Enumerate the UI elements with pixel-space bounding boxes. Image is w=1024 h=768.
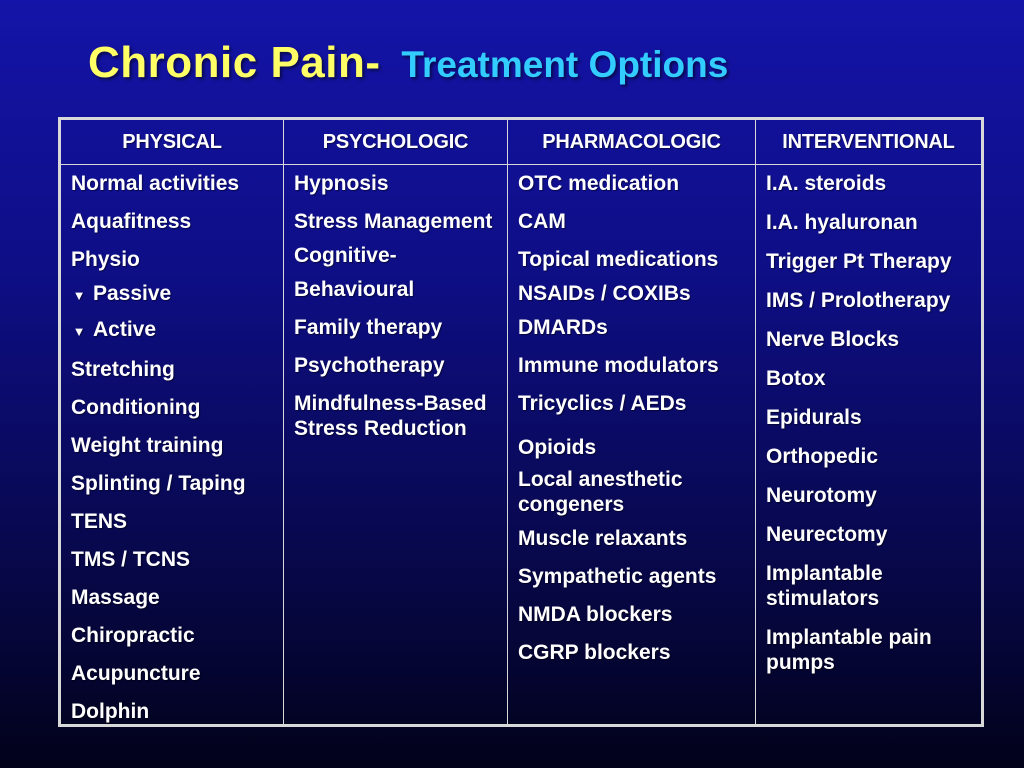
down-arrow-icon: ▼ [72,288,86,303]
physical-item-label: TMS / TCNS [71,548,190,571]
physical-list-item [71,547,283,572]
physical-item-label: Chiropractic [71,624,195,647]
psychologic-list-item [294,277,507,302]
psychologic-list-item [294,243,507,268]
physical-list-item [71,623,283,648]
interventional-list-item [766,327,981,352]
pharmacologic-item-label: Tricyclics / AEDs [518,392,687,415]
physical-list-item [71,171,283,196]
pharmacologic-item-label: Muscle relaxants [518,527,688,550]
physical-list-item [71,281,283,308]
pharmacologic-list-item [518,247,755,272]
pharmacologic-list-item [518,209,755,234]
interventional-list-item [766,444,981,469]
interventional-list-item [766,288,981,313]
pharmacologic-list-item [518,391,755,416]
interventional-item-label: Botox [766,367,826,390]
interventional-list-item [766,210,981,235]
interventional-item-label: Nerve Blocks [766,328,900,351]
pharmacologic-list-item [518,315,755,340]
physical-item-label: Stretching [71,358,175,381]
pharmacologic-item-label: Opioids [518,436,597,459]
title-main: Chronic Pain- [88,38,381,87]
pharmacologic-list-item [518,640,755,665]
down-arrow-icon: ▼ [72,324,86,339]
interventional-column [756,165,982,725]
interventional-list-item [766,249,981,274]
interventional-list-item [766,522,981,547]
pharmacologic-item-label: DMARDs [518,316,608,339]
interventional-item-label: Implantable stimulators [766,562,883,610]
physical-item-label: TENS [71,510,128,533]
psychologic-item-label: Cognitive- [294,244,397,267]
pharmacologic-list-item [518,467,755,517]
psychologic-item-label: Mindfulness-Based Stress Reduction [294,392,487,440]
psychologic-item-label: Stress Management [294,210,493,233]
physical-list-item [71,509,283,534]
interventional-list-item [766,625,981,675]
physical-list-item [71,357,283,382]
physical-item-label: Conditioning [71,396,201,419]
slide-title [88,38,728,88]
physical-item-label: Weight training [71,434,224,457]
physical-list-item [71,699,283,724]
header-psychologic: PSYCHOLOGIC [284,120,508,165]
pharmacologic-list-item [518,281,755,306]
psychologic-list-item [294,353,507,378]
psychologic-list-item [294,209,507,234]
pharmacologic-item-label: Immune modulators [518,354,719,377]
interventional-item-label: I.A. steroids [766,172,887,195]
physical-item-label: Normal activities [71,172,240,195]
pharmacologic-item-label: Sympathetic agents [518,565,717,588]
pharmacologic-list-item [518,435,755,460]
physical-item-label: Massage [71,586,160,609]
treatment-options-table-frame [58,117,984,727]
pharmacologic-item-label: CGRP blockers [518,641,671,664]
pharmacologic-item-label: CAM [518,210,566,233]
interventional-list-item [766,561,981,611]
interventional-item-label: IMS / Prolotherapy [766,289,951,312]
interventional-item-label: Neurotomy [766,484,877,507]
table-body-row [61,165,982,725]
pharmacologic-column [508,165,756,725]
table-header-row [61,120,982,165]
pharmacologic-list-item [518,564,755,589]
treatment-options-table [60,119,982,725]
physical-list-item [71,661,283,686]
psychologic-list-item [294,171,507,196]
pharmacologic-item-label: NSAIDs / COXIBs [518,282,691,305]
psychologic-item-label: Family therapy [294,316,443,339]
psychologic-item-label: Behavioural [294,278,415,301]
title-subtitle: Treatment Options [401,44,729,85]
physical-item-label: Active [93,318,157,341]
interventional-list-item [766,171,981,196]
physical-list-item [71,395,283,420]
pharmacologic-item-label: Local anesthetic congeners [518,468,683,516]
pharmacologic-list-item [518,526,755,551]
psychologic-list-item [294,315,507,340]
psychologic-item-label: Psychotherapy [294,354,445,377]
interventional-list-item [766,483,981,508]
physical-list-item [71,247,283,272]
pharmacologic-list-item [518,171,755,196]
physical-item-label: Physio [71,248,140,271]
pharmacologic-list-item [518,353,755,378]
physical-list-item [71,317,283,344]
pharmacologic-item-label: Topical medications [518,248,719,271]
physical-list-item [71,433,283,458]
interventional-item-label: Orthopedic [766,445,879,468]
physical-list-item [71,209,283,234]
physical-item-label: Acupuncture [71,662,201,685]
pharmacologic-list-item [518,602,755,627]
physical-item-label: Aquafitness [71,210,192,233]
interventional-item-label: Implantable pain pumps [766,626,932,674]
physical-item-label: Splinting / Taping [71,472,246,495]
interventional-item-label: Trigger Pt Therapy [766,250,952,273]
physical-column [61,165,284,725]
interventional-list-item [766,366,981,391]
header-interventional: INTERVENTIONAL [756,120,982,165]
pharmacologic-item-label: NMDA blockers [518,603,673,626]
physical-item-label: Passive [93,282,172,305]
interventional-item-label: Epidurals [766,406,862,429]
interventional-item-label: I.A. hyaluronan [766,211,918,234]
header-physical: PHYSICAL [61,120,284,165]
physical-list-item [71,585,283,610]
physical-item-label: Dolphin [71,700,150,723]
physical-list-item [71,471,283,496]
psychologic-column [284,165,508,725]
interventional-item-label: Neurectomy [766,523,888,546]
psychologic-list-item [294,391,507,441]
interventional-list-item [766,405,981,430]
psychologic-item-label: Hypnosis [294,172,389,195]
header-pharmacologic: PHARMACOLOGIC [508,120,756,165]
pharmacologic-item-label: OTC medication [518,172,680,195]
